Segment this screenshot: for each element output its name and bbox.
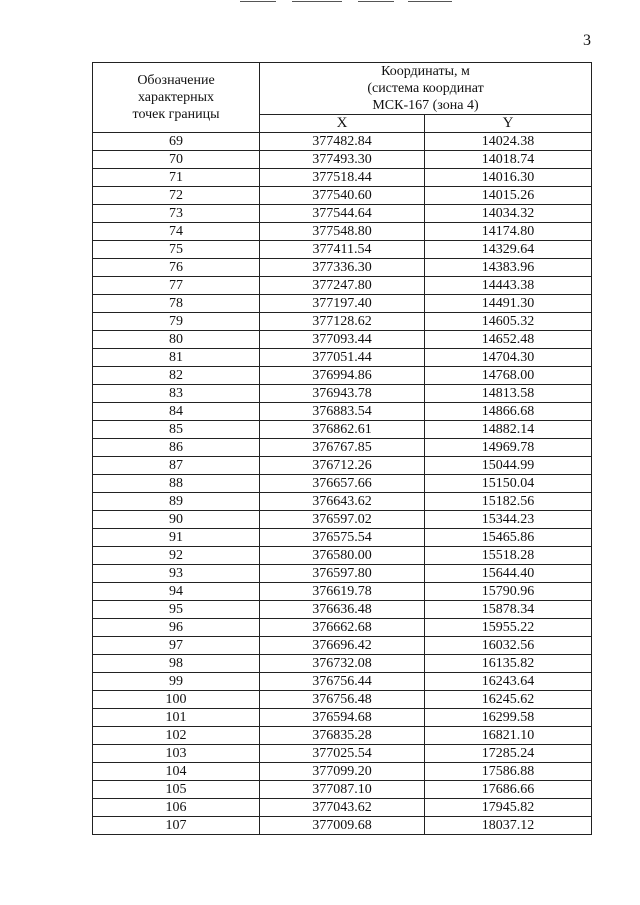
y-cell: 18037.12 [425, 817, 592, 835]
header-coords-line: Координаты, м [381, 64, 470, 79]
x-cell: 376994.86 [260, 367, 425, 385]
point-cell: 86 [93, 439, 260, 457]
y-cell: 17285.24 [425, 745, 592, 763]
y-cell: 14016.30 [425, 169, 592, 187]
x-cell: 376662.68 [260, 619, 425, 637]
table-row [93, 169, 592, 187]
point-cell: 79 [93, 313, 260, 331]
point-cell: 88 [93, 475, 260, 493]
point-cell: 70 [93, 151, 260, 169]
y-cell: 14969.78 [425, 439, 592, 457]
point-cell: 99 [93, 673, 260, 691]
y-cell: 14034.32 [425, 205, 592, 223]
table-row [93, 763, 592, 781]
y-cell: 15790.96 [425, 583, 592, 601]
x-cell: 376657.66 [260, 475, 425, 493]
x-cell: 376636.48 [260, 601, 425, 619]
header-coords-line: (система координат [367, 81, 484, 96]
header-point-line: характерных [137, 90, 215, 105]
y-cell: 14768.00 [425, 367, 592, 385]
table-row [93, 745, 592, 763]
table-row [93, 493, 592, 511]
table-row [93, 727, 592, 745]
x-cell: 376712.26 [260, 457, 425, 475]
table-row [93, 475, 592, 493]
y-cell: 14605.32 [425, 313, 592, 331]
table-row [93, 133, 592, 151]
point-cell: 96 [93, 619, 260, 637]
x-cell: 377087.10 [260, 781, 425, 799]
point-cell: 81 [93, 349, 260, 367]
table-row [93, 385, 592, 403]
y-cell: 16299.58 [425, 709, 592, 727]
x-cell: 376619.78 [260, 583, 425, 601]
y-cell: 17586.88 [425, 763, 592, 781]
y-cell: 16032.56 [425, 637, 592, 655]
y-cell: 16245.62 [425, 691, 592, 709]
table-row [93, 583, 592, 601]
x-cell: 376597.80 [260, 565, 425, 583]
table-row [93, 313, 592, 331]
point-cell: 82 [93, 367, 260, 385]
x-cell: 376943.78 [260, 385, 425, 403]
point-cell: 69 [93, 133, 260, 151]
y-cell: 14813.58 [425, 385, 592, 403]
y-cell: 17686.66 [425, 781, 592, 799]
y-cell: 14015.26 [425, 187, 592, 205]
x-cell: 376862.61 [260, 421, 425, 439]
point-cell: 97 [93, 637, 260, 655]
x-cell: 376732.08 [260, 655, 425, 673]
y-cell: 14018.74 [425, 151, 592, 169]
point-cell: 75 [93, 241, 260, 259]
x-cell: 376594.68 [260, 709, 425, 727]
point-cell: 73 [93, 205, 260, 223]
table-row [93, 403, 592, 421]
table-row [93, 205, 592, 223]
x-cell: 376580.00 [260, 547, 425, 565]
header-point-line: точек границы [132, 107, 220, 122]
point-cell: 95 [93, 601, 260, 619]
table-row [93, 457, 592, 475]
x-cell: 377540.60 [260, 187, 425, 205]
table-row [93, 709, 592, 727]
table-row [93, 151, 592, 169]
table-row [93, 529, 592, 547]
x-cell: 377093.44 [260, 331, 425, 349]
table-row [93, 637, 592, 655]
y-cell: 15044.99 [425, 457, 592, 475]
y-cell: 17945.82 [425, 799, 592, 817]
x-cell: 377009.68 [260, 817, 425, 835]
point-cell: 101 [93, 709, 260, 727]
point-cell: 94 [93, 583, 260, 601]
coordinates-table [92, 62, 592, 835]
table-row [93, 241, 592, 259]
point-cell: 76 [93, 259, 260, 277]
top-scan-marks [240, 0, 480, 4]
point-cell: 89 [93, 493, 260, 511]
x-cell: 376756.48 [260, 691, 425, 709]
table-row [93, 511, 592, 529]
point-cell: 93 [93, 565, 260, 583]
table-row [93, 187, 592, 205]
y-cell: 14491.30 [425, 295, 592, 313]
x-cell: 377482.84 [260, 133, 425, 151]
point-cell: 71 [93, 169, 260, 187]
point-cell: 77 [93, 277, 260, 295]
x-cell: 377043.62 [260, 799, 425, 817]
table-row [93, 421, 592, 439]
point-cell: 98 [93, 655, 260, 673]
y-cell: 14866.68 [425, 403, 592, 421]
table-row [93, 817, 592, 835]
x-cell: 376767.85 [260, 439, 425, 457]
x-cell: 376835.28 [260, 727, 425, 745]
x-cell: 377247.80 [260, 277, 425, 295]
x-cell: 377128.62 [260, 313, 425, 331]
table-row [93, 349, 592, 367]
x-cell: 376696.42 [260, 637, 425, 655]
header-coordinates [260, 63, 592, 115]
point-cell: 87 [93, 457, 260, 475]
y-cell: 14174.80 [425, 223, 592, 241]
x-cell: 377411.54 [260, 241, 425, 259]
page-number: 3 [583, 32, 591, 49]
table-row [93, 781, 592, 799]
y-cell: 14882.14 [425, 421, 592, 439]
y-cell: 15465.86 [425, 529, 592, 547]
x-cell: 376575.54 [260, 529, 425, 547]
point-cell: 107 [93, 817, 260, 835]
point-cell: 106 [93, 799, 260, 817]
y-cell: 14329.64 [425, 241, 592, 259]
y-cell: 16821.10 [425, 727, 592, 745]
point-cell: 105 [93, 781, 260, 799]
table-row [93, 259, 592, 277]
y-cell: 15518.28 [425, 547, 592, 565]
header-coords-line: МСК-167 (зона 4) [372, 98, 479, 113]
point-cell: 85 [93, 421, 260, 439]
x-cell: 376883.54 [260, 403, 425, 421]
point-cell: 103 [93, 745, 260, 763]
y-cell: 15344.23 [425, 511, 592, 529]
table-row [93, 799, 592, 817]
point-cell: 78 [93, 295, 260, 313]
table-row [93, 673, 592, 691]
y-cell: 14704.30 [425, 349, 592, 367]
x-cell: 376597.02 [260, 511, 425, 529]
y-cell: 16135.82 [425, 655, 592, 673]
table-row [93, 295, 592, 313]
point-cell: 72 [93, 187, 260, 205]
y-cell: 14443.38 [425, 277, 592, 295]
x-cell: 377099.20 [260, 763, 425, 781]
point-cell: 104 [93, 763, 260, 781]
y-cell: 14383.96 [425, 259, 592, 277]
point-cell: 84 [93, 403, 260, 421]
y-cell: 16243.64 [425, 673, 592, 691]
y-cell: 15955.22 [425, 619, 592, 637]
y-cell: 15150.04 [425, 475, 592, 493]
x-cell: 377548.80 [260, 223, 425, 241]
header-point-designation [93, 63, 260, 133]
point-cell: 74 [93, 223, 260, 241]
x-cell: 377025.54 [260, 745, 425, 763]
x-cell: 377544.64 [260, 205, 425, 223]
table-row [93, 277, 592, 295]
x-cell: 376756.44 [260, 673, 425, 691]
x-cell: 377051.44 [260, 349, 425, 367]
table-row [93, 331, 592, 349]
point-cell: 100 [93, 691, 260, 709]
point-cell: 83 [93, 385, 260, 403]
y-cell: 14652.48 [425, 331, 592, 349]
point-cell: 90 [93, 511, 260, 529]
y-cell: 15182.56 [425, 493, 592, 511]
x-cell: 376643.62 [260, 493, 425, 511]
table-row [93, 439, 592, 457]
x-cell: 377493.30 [260, 151, 425, 169]
y-cell: 15878.34 [425, 601, 592, 619]
table-row [93, 655, 592, 673]
table-row [93, 223, 592, 241]
point-cell: 92 [93, 547, 260, 565]
table-row [93, 601, 592, 619]
table-row [93, 691, 592, 709]
table-row [93, 619, 592, 637]
x-cell: 377197.40 [260, 295, 425, 313]
table-row [93, 547, 592, 565]
point-cell: 102 [93, 727, 260, 745]
point-cell: 80 [93, 331, 260, 349]
point-cell: 91 [93, 529, 260, 547]
header-y: Y [425, 115, 592, 133]
table-row [93, 367, 592, 385]
header-point-line: Обозначение [137, 73, 215, 88]
y-cell: 15644.40 [425, 565, 592, 583]
x-cell: 377518.44 [260, 169, 425, 187]
table-row [93, 565, 592, 583]
y-cell: 14024.38 [425, 133, 592, 151]
header-x: X [260, 115, 425, 133]
table-header-row [93, 63, 592, 115]
x-cell: 377336.30 [260, 259, 425, 277]
